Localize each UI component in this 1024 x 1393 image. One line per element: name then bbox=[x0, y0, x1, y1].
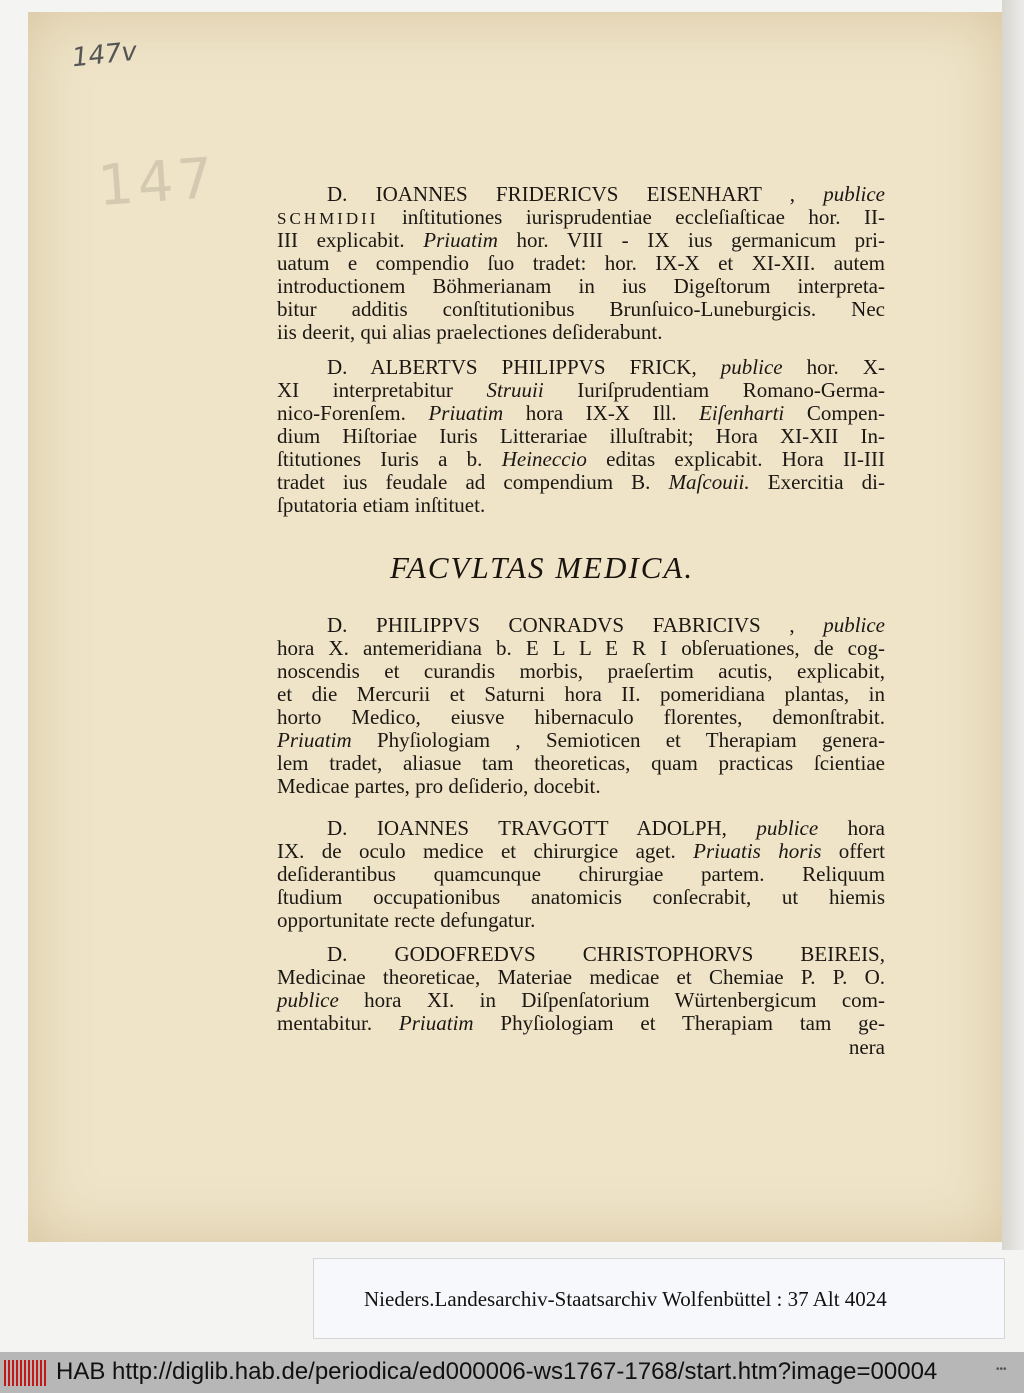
text-line bbox=[277, 298, 885, 321]
text-segment: Eiſenharti bbox=[699, 401, 785, 425]
permalink-url[interactable]: HAB http://diglib.hab.de/periodica/ed000006-ws1767-1768/start.htm?image=00004 bbox=[56, 1358, 938, 1385]
text-segment: ſtitutiones Iuris a b. bbox=[277, 447, 502, 471]
text-segment: Priuatim bbox=[398, 1011, 474, 1035]
text-segment: Compen- bbox=[784, 401, 885, 425]
text-line bbox=[277, 379, 885, 402]
text-segment: publice bbox=[756, 816, 819, 840]
text-segment: Struuii bbox=[486, 378, 544, 402]
text-segment: et die Mercurii et Saturni hora II. pomeridiana plantas, in bbox=[277, 682, 885, 706]
hab-logo-icon bbox=[4, 1360, 48, 1386]
text-line bbox=[277, 1012, 885, 1035]
text-segment: introductionem Böhmerianam in ius Digeſtorum interpreta- bbox=[277, 274, 885, 298]
text-line bbox=[277, 252, 885, 275]
text-segment: hora IX-X Ill. bbox=[503, 401, 700, 425]
text-segment: publice bbox=[277, 988, 339, 1012]
text-segment: hora XI. in Diſpenſatorium Würtenbergicum com- bbox=[338, 988, 885, 1012]
text-line bbox=[277, 775, 885, 798]
text-segment: Medicae partes, pro deſiderio, docebit. bbox=[277, 774, 601, 798]
text-line bbox=[277, 206, 885, 230]
text-segment: Priuatis horis bbox=[693, 839, 822, 863]
text-line bbox=[277, 425, 885, 448]
text-segment: Maſcouii. bbox=[668, 470, 750, 494]
text-segment: Priuatim bbox=[423, 228, 498, 252]
text-line bbox=[277, 229, 885, 252]
handwritten-folio: 147v bbox=[70, 36, 139, 74]
archive-label bbox=[313, 1258, 1005, 1339]
text-segment: hora bbox=[818, 816, 885, 840]
text-line bbox=[277, 863, 885, 886]
text-line bbox=[277, 637, 885, 660]
text-segment: Exercitia di- bbox=[749, 470, 885, 494]
footer-bar bbox=[0, 1352, 1024, 1393]
text-segment: Phyſiologiam , Semioticen et Therapiam genera- bbox=[351, 728, 885, 752]
text-line bbox=[277, 1036, 885, 1059]
text-segment: D. ALBERTVS PHILIPPVS FRICK, bbox=[327, 355, 721, 379]
text-segment: lem tradet, aliasue tam theoreticas, quam practicas ſcientiae bbox=[277, 751, 885, 775]
text-line bbox=[277, 321, 885, 344]
text-line bbox=[277, 752, 885, 775]
text-segment: tradet ius feudale ad compendium B. bbox=[277, 470, 669, 494]
text-segment: inſtitutiones iurisprudentiae eccleſiaſticae hor. II- bbox=[378, 205, 885, 229]
text-segment: Priuatim bbox=[277, 728, 352, 752]
text-segment: noscendis et curandis morbis, praeſertim acutis, explicabit, bbox=[277, 659, 885, 683]
text-segment: hora X. antemeridiana b. E L L E R I obſeruationes, de cog- bbox=[277, 636, 885, 660]
text-segment: dium Hiſtoriae Iuris Litterariae illuſtrabit; Hora XI-XII In- bbox=[277, 424, 885, 448]
text-line bbox=[277, 183, 885, 206]
text-segment: ſtudium occupationibus anatomicis conſecrabit, ut hiemis bbox=[277, 885, 885, 909]
text-segment: XI interpretabitur bbox=[277, 378, 487, 402]
text-segment: hor. VIII - IX ius germanicum pri- bbox=[497, 228, 886, 252]
text-segment: publice bbox=[823, 182, 885, 206]
text-segment: publice bbox=[720, 355, 783, 379]
text-segment: D. IOANNES TRAVGOTT ADOLPH, bbox=[327, 816, 757, 840]
text-segment: ſputatoria etiam inſtituet. bbox=[277, 493, 486, 517]
text-line bbox=[277, 471, 885, 494]
text-line bbox=[277, 817, 885, 840]
text-segment: Medicinae theoreticae, Materiae medicae et Chemiae P. P. O. bbox=[277, 965, 885, 989]
text-segment: hor. X- bbox=[782, 355, 885, 379]
text-line bbox=[277, 966, 885, 989]
text-line bbox=[277, 943, 885, 966]
archive-label-text: Nieders.Landesarchiv-Staatsarchiv Wolfenbüttel : 37 Alt 4024 bbox=[364, 1287, 887, 1311]
text-segment: editas explicabit. Hora II-III bbox=[586, 447, 885, 471]
text-segment: IX. de oculo medice et chirurgice aget. bbox=[277, 839, 694, 863]
text-segment: III explicabit. bbox=[277, 228, 424, 252]
text-line bbox=[277, 683, 885, 706]
text-line bbox=[277, 614, 885, 637]
text-segment: nico-Forenſem. bbox=[277, 401, 429, 425]
text-segment: D. IOANNES FRIDERICVS EISENHART , bbox=[327, 182, 824, 206]
text-segment: horto Medico, eiusve hibernaculo florentes, demonſtrabit. bbox=[277, 705, 885, 729]
text-segment: publice bbox=[823, 613, 885, 637]
text-segment: Heineccio bbox=[501, 447, 587, 471]
text-segment: iis deerit, qui alias praelectiones deſiderabunt. bbox=[277, 320, 663, 344]
text-line bbox=[277, 660, 885, 683]
more-icon[interactable]: ••• bbox=[996, 1364, 1007, 1375]
text-line bbox=[277, 402, 885, 425]
text-line bbox=[277, 356, 885, 379]
text-segment: D. GODOFREDVS CHRISTOPHORVS BEIREIS, bbox=[327, 942, 885, 966]
text-line bbox=[277, 448, 885, 471]
section-heading: FACVLTAS MEDICA. bbox=[390, 550, 695, 585]
text-segment: opportunitate recte defungatur. bbox=[277, 908, 536, 932]
text-segment: Phyſiologiam et Therapiam tam ge- bbox=[473, 1011, 885, 1035]
text-line bbox=[277, 989, 885, 1012]
text-segment: uatum e compendio ſuo tradet: hor. IX-X et XI-XII. autem bbox=[277, 251, 885, 275]
folio-stamp: 147 bbox=[95, 145, 220, 220]
text-line bbox=[277, 886, 885, 909]
text-segment: SCHMIDII bbox=[277, 209, 379, 228]
text-line bbox=[277, 275, 885, 298]
text-segment: D. PHILIPPVS CONRADVS FABRICIVS , bbox=[327, 613, 824, 637]
text-line bbox=[277, 706, 885, 729]
text-line bbox=[277, 494, 885, 517]
text-line bbox=[277, 909, 885, 932]
text-segment: mentabitur. bbox=[277, 1011, 399, 1035]
text-segment: deſiderantibus quamcunque chirurgiae partem. Reliquum bbox=[277, 862, 885, 886]
page-edge bbox=[1002, 0, 1024, 1250]
text-segment: Iuriſprudentiam Romano-Germa- bbox=[543, 378, 885, 402]
text-line bbox=[277, 729, 885, 752]
text-segment: Priuatim bbox=[428, 401, 504, 425]
text-line bbox=[277, 840, 885, 863]
text-segment: offert bbox=[821, 839, 885, 863]
text-segment: nera bbox=[848, 1035, 885, 1059]
text-segment: bitur additis conſtitutionibus Brunſuico-Luneburgicis. Nec bbox=[277, 297, 885, 321]
